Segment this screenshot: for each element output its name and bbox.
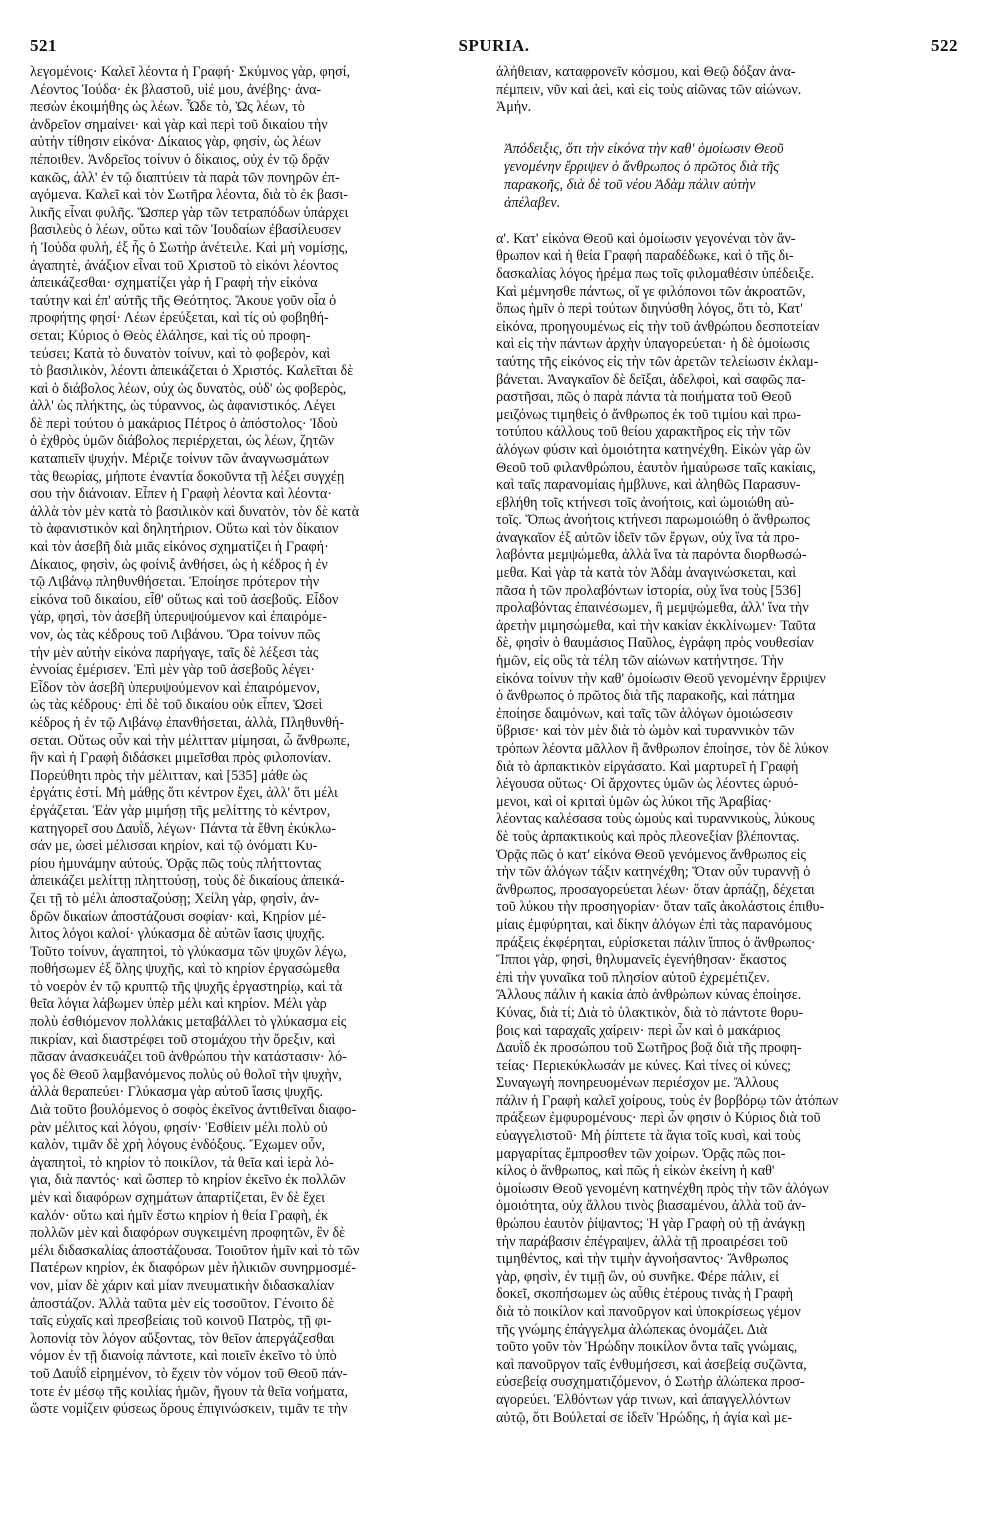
text-line: πικρίαν, καὶ διαστρέφει τοῦ στομάχου τὴν ὄρεξιν, καὶ bbox=[30, 1031, 336, 1048]
text-line: δὲ περὶ τούτου ὁ μακάριος Πέτρος ὁ ἀπόστολος· Ἰδοὺ bbox=[30, 415, 338, 432]
text-line: δὲ, φησὶν ὁ θαυμάσιος Παῦλος, ἐγράφη πρὸς νουθεσίαν bbox=[496, 635, 814, 652]
text-line: μὲν καὶ διαφόρων σχημάτων ἀπαρτίζεται, ἓν δὲ ἔχει bbox=[30, 1190, 325, 1206]
text-line: δοκεῖ, σκοπήσωμεν ὡς αὖθις ἑτέρους τινὰς ἡ Γραφὴ bbox=[496, 1286, 794, 1303]
text-line: αγορεύει. Ἐλθόντων γάρ τινων, καὶ ἀπαγγελλόντων bbox=[496, 1391, 791, 1408]
text-line: τοῦ Δαυῒδ εἰρημένον, τὸ ἔχειν τὸν νόμον τοῦ Θεοῦ πάν- bbox=[30, 1365, 348, 1382]
text-line: νον, μίαν δὲ χάριν καὶ μίαν πνευματικὴν διδασκαλίαν bbox=[30, 1277, 334, 1294]
text-line: εἰκόνα τοίνυν τὴν καθ' ὁμοίωσιν Θεοῦ γενομένην ἔρριψεν bbox=[496, 670, 826, 687]
text-line: Ἀμήν. bbox=[496, 99, 532, 116]
text-line: ἀλλ' ὡς πλήκτης, ὡς τύραννος, ὡς ἀφανιστικός. Λέγει bbox=[30, 398, 336, 415]
text-line: ἀναγκαῖον ἐξ αὐτῶν ἰδεῖν τῶν ἔργων, οὐχ ἵνα τὰ προ- bbox=[496, 529, 800, 546]
text-line: ὥστε νομίζειν φύσεως ὅρους ἐπιγινώσκειν, τιμᾶν τε τὴν bbox=[30, 1401, 348, 1418]
text-line: προλαβόντας ἐπαινέσωμεν, ἢ μεμψώμεθα, ἀλλ' ἵνα τὴν bbox=[496, 600, 809, 617]
text-line: κακῶς, ἀλλ' ἐν τῷ διαπτύειν τὰ παρὰ τῶν πονηρῶν ἐπ- bbox=[30, 169, 340, 186]
text-line: εἰκόνα, προηγουμένως εἰς τὴν τοῦ ἀνθρώπου δεσποτείαν bbox=[496, 318, 820, 335]
text-line: σάν με, ὡσεὶ μέλισσαι κηρίον, καὶ τῷ ὀνόματι Κυ- bbox=[30, 838, 318, 855]
text-line: μίαις ἐμφύρηται, καὶ δίκην ἀλόγων ἐπὶ τὰς παρανόμους bbox=[496, 916, 812, 933]
text-line: πάλιν ἡ Γραφὴ καλεῖ χοίρους, τοὺς ἐν βορβόρῳ τῶν ἀτόπων bbox=[496, 1092, 839, 1109]
text-line: τὸ νοερὸν ἐν τῷ κρυπτῷ τῆς ψυχῆς ἐργαστηρίῳ, καὶ τὰ bbox=[30, 978, 343, 995]
text-line: ἀγαπητοὶ, τὸ κηρίον τὸ ποικίλον, τὰ θεῖα καὶ ἱερὰ λό- bbox=[30, 1154, 334, 1171]
text-line: Διὰ τοῦτο βουλόμενος ὁ σοφὸς ἐκεῖνος ἀντιθεῖναι διαφο- bbox=[30, 1102, 357, 1119]
running-header bbox=[30, 30, 958, 62]
text-line: ἀλλὰ θεραπεύει· Γλύκασμα γὰρ αὐτοῦ ἴασις ψυχῆς. bbox=[30, 1084, 323, 1101]
text-line: εὐαγγελιστοῦ· Μὴ ῥίπτετε τὰ ἅγια τοῖς κυσὶ, καὶ τοὺς bbox=[496, 1128, 801, 1145]
text-line: τὸ βασιλικὸν, λέοντι ἀπεικάζεται ὁ Χριστός. Καλεῖται δὲ bbox=[30, 363, 354, 380]
text-line: ἐργάζεται. Ἐὰν γὰρ μιμήσῃ τῆς μελίττης τὸ κέντρον, bbox=[30, 802, 331, 819]
heading-line: γενομένην ἔρριψεν ὁ ἄνθρωπος ὁ πρῶτος διὰ τῆς bbox=[504, 158, 780, 175]
text-line: λιτος λόγοι καλοί· γλύκασμα δὲ αὐτῶν ἴασις ψυχῆς. bbox=[30, 926, 325, 943]
text-line: σεται. Οὕτως οὖν καὶ τὴν μέλιτταν μίμησαι, ὦ ἄνθρωπε, bbox=[30, 732, 351, 749]
text-line: τοτύπου κάλλους τοῦ θείου χαρακτῆρος εἰς τὴν τῶν bbox=[496, 424, 791, 441]
text-line: Ὁρᾷς πῶς ὁ κατ' εἰκόνα Θεοῦ γενόμενος ἄνθρωπος εἰς bbox=[496, 846, 807, 863]
text-line: ταῖς εὐχαῖς καὶ πρεσβείαις τοῦ κοινοῦ Πατρὸς, τῇ φι- bbox=[30, 1313, 332, 1330]
text-line: δασκαλίας λόγος ἠρέμα πως τοῖς φιλομαθέσιν ὑπέδειξε. bbox=[496, 265, 815, 282]
text-line: σεται; Κύριος ὁ Θεὸς ἐλάλησε, καὶ τίς οὐ προφη- bbox=[30, 327, 311, 344]
text-line: ὁ ἄνθρωπος ὁ πρῶτος διὰ τῆς παρακοῆς, καὶ πάτημα bbox=[496, 688, 795, 705]
text-line: τοῦτο γοῦν τὸν Ἡρώδην ποικίλον ὄντα ταῖς γνώμαις, bbox=[496, 1339, 798, 1356]
text-line: ἐποίησε δαιμόνων, καὶ ταῖς τῶν ἀλόγων ὁμοιώσεσιν bbox=[496, 705, 793, 722]
text-line: θεῖα λόγια λάβωμεν ὑπὲρ μέλι καὶ κηρίον. Μέλι γὰρ bbox=[30, 996, 327, 1013]
text-line: ταύτης τῆς εἰκόνος εἰς τὴν τῶν ἀρετῶν τελείωσιν ἐκλαμ- bbox=[496, 353, 819, 370]
text-line: Πατέρων κηρίον, ἐκ διαφόρων μὲν ἡλικιῶν συνηρμοσμέ- bbox=[30, 1260, 356, 1277]
text-line: αγόμενα. Καλεῖ καὶ τὸν Σωτῆρα λέοντα, διὰ τὸ ἐκ βασι- bbox=[30, 187, 348, 204]
text-line: ἐργάτις ἐστί. Μὴ μάθῃς ὅτι κέντρον ἔχει, ἀλλ' ὅτι μέλι bbox=[30, 785, 338, 802]
text-line: ποθήσωμεν ἐξ ὅλης ψυχῆς, καὶ τὸ κηρίον ἐργασώμεθα bbox=[30, 961, 340, 978]
right-column-top-text bbox=[496, 64, 958, 117]
text-line: πᾶσα ἡ τῶν προλαβόντων ἱστορία, οὐχ ἵνα τοὺς [536] bbox=[496, 582, 802, 599]
text-line: καλόν· οὕτω καὶ ἡμῖν ἔστω κηρίον ἡ θεία Γραφὴ, ἐκ bbox=[30, 1207, 329, 1224]
text-line: εὐσεβείᾳ συσχηματιζόμενον, ὁ Σωτὴρ ἀλώπεκα προσ- bbox=[496, 1374, 805, 1391]
text-line: γὰρ, φησὶν, ἐν τιμῇ ὢν, οὐ συνῆκε. Φέρε πάλιν, εἰ bbox=[496, 1268, 780, 1285]
text-line: Πορεύθητι πρὸς τὴν μέλιτταν, καὶ [535] μάθε ὡς bbox=[30, 767, 308, 784]
text-line: λεγομένοις· Καλεῖ λέοντα ἡ Γραφή· Σκύμνος γὰρ, φησί, bbox=[30, 64, 351, 80]
text-line: ὁμοίωσιν Θεοῦ γενομένη κατηνέχθη πρὸς τὴν τῶν ἀλόγων bbox=[496, 1180, 829, 1197]
text-line: Λέοντος Ἰούδα· ἐκ βλαστοῦ, υἱέ μου, ἀνέβης· ἀνα- bbox=[30, 81, 322, 98]
text-line: Τοῦτο τοίνυν, ἀγαπητοὶ, τὸ γλύκασμα τῶν ψυχῶν λέγω, bbox=[30, 943, 347, 960]
text-line: βοις καὶ ταραχαῖς χαίρειν· περὶ ὧν καὶ ὁ μακάριος bbox=[496, 1022, 781, 1039]
text-line: δρῶν δικαίων ἀποστάζουσι σοφίαν· καὶ, Κηρίον μέ- bbox=[30, 908, 327, 925]
right-column bbox=[496, 64, 958, 1427]
text-line: καταπιεῖν ψυχήν. Μέριζε τοίνυν τῶν ἀναγνωσμάτων bbox=[30, 451, 329, 468]
text-line: εἰκόνα τοῦ δικαίου, εἶθ' οὕτως καὶ τοῦ ἀσεβοῦς. Εἶδον bbox=[30, 591, 339, 608]
text-line: πᾶσαν ἀνασκευάζει τοῦ ἀνθρώπου τὴν κατάστασιν· λό- bbox=[30, 1049, 347, 1066]
text-line: κέδρος ἡ ἐν τῷ Λιβάνῳ ἐπανθήσεται, ἀλλὰ, Πληθυνθή- bbox=[30, 714, 345, 731]
text-line: ταύτην καὶ ἐπ' αὐτῆς τῆς Θεότητος. Ἄκουε γοῦν οἷα ὁ bbox=[30, 292, 337, 309]
text-line: μαργαρίτας ἔμπροσθεν τῶν χοίρων. Ὁρᾷς πῶς ποι- bbox=[496, 1145, 786, 1162]
text-line: τὴν τῶν ἀλόγων τάξιν κατηνέχθη; Ὅταν οὖν τυραννῇ ὁ bbox=[496, 864, 811, 881]
text-line: τιμηθέντος, καὶ τὴν τιμὴν ἀγνοήσαντος· Ἄνθρωπος bbox=[496, 1251, 789, 1268]
text-line: ρίου ἠμυνάμην αὐτούς. Ὁρᾷς πῶς τοὺς πλήττοντας bbox=[30, 855, 321, 872]
text-line: μενοι, καὶ οἱ κριταὶ ὑμῶν ὡς λύκοι τῆς Ἀραβίας· bbox=[496, 793, 773, 810]
text-line: ἐννοίας ἐμέρισεν. Ἐπὶ μὲν γὰρ τοῦ ἀσεβοῦς λέγει· bbox=[30, 662, 316, 679]
text-line: κίλος ὁ ἄνθρωπος, καὶ πῶς ἡ εἰκὼν ἐκείνη ἡ καθ' bbox=[496, 1163, 775, 1180]
text-line: ζει τῇ τὸ μέλι ἀποσταζούσῃ; Χείλη γὰρ, φησὶν, ἀν- bbox=[30, 890, 320, 907]
section-heading bbox=[496, 141, 958, 213]
text-line: ἡμῶν, εἰς οὓς τὰ τέλη τῶν αἰώνων κατήντησε. Τὴν bbox=[496, 653, 784, 670]
text-line: ρὰν μέλιτος καὶ λόγου, φησίν· Ἐσθίειν μέλι πολὺ οὐ bbox=[30, 1119, 328, 1136]
text-line: ἀποστάζον. Ἀλλὰ ταῦτα μὲν εἰς τοσοῦτον. Γένοιτο δὲ bbox=[30, 1295, 335, 1312]
text-line: ὁμοιότητα, οὐχ ἄλλου τινὸς βιασαμένου, ἀλλὰ τοῦ ἀν- bbox=[496, 1198, 806, 1215]
text-line: μειζόνως τιμηθεὶς ὁ ἄνθρωπος ἐκ τοῦ τιμίου καὶ πρω- bbox=[496, 406, 801, 423]
text-line: τὸ ἀφανιστικὸν καὶ δηλητήριον. Οὕτω καὶ τὸν δίκαιον bbox=[30, 521, 339, 538]
text-line: ἀλλὰ τὸν μὲν κατὰ τὸ βασιλικὸν καὶ δυνατὸν, τὸν δὲ κατὰ bbox=[30, 503, 359, 520]
text-line: αὐτὴν τίθησιν εἰκόνα· Δίκαιος γὰρ, φησίν, ὡς λέων bbox=[30, 134, 321, 151]
text-line: μέλι διδασκαλίας ἀποστάζουσα. Τοιοῦτον ἡμῖν καὶ τὸ τῶν bbox=[30, 1242, 360, 1259]
text-line: καὶ ταῖς παρανομίαις ἠμβλυνε, καὶ ἀληθῶς Παρασυν- bbox=[496, 477, 801, 494]
text-line: λικῆς εἶναι φυλῆς. Ὥσπερ γὰρ τῶν τετραπόδων ὑπάρχει bbox=[30, 204, 349, 221]
text-line: θρωπον καὶ ἡ θεία Γραφὴ παραδέδωκε, καὶ ὁ τῆς δι- bbox=[496, 248, 794, 265]
text-line: Καὶ μέμνησθε πάντως, οἵ γε φιλόπονοι τῶν ἀκροατῶν, bbox=[496, 283, 806, 300]
text-line: κατηγορεῖ σου Δαυῒδ, λέγων· Πάντα τὰ ἔθνη ἐκύκλω- bbox=[30, 820, 336, 837]
text-line: τὴν μὲν αὐτὴν εἰκόνα παρήγαγε, ταῖς δὲ λέξεσι τὰς bbox=[30, 644, 319, 661]
text-line: Δαυῒδ ἐκ προσώπου τοῦ Σωτῆρος βοᾷ διὰ τῆς προφη- bbox=[496, 1040, 802, 1057]
text-line: ἀλήθειαν, καταφρονεῖν κόσμου, καὶ Θεῷ δόξαν ἀνα- bbox=[496, 64, 796, 80]
heading-line: παρακοῆς, διὰ δὲ τοῦ νέου Ἀδὰμ πάλιν αὐτὴν bbox=[504, 176, 756, 193]
text-line: Ἵπποι γὰρ, φησὶ, θηλυμανεῖς ἐγενήθησαν· ἕκαστος bbox=[496, 952, 787, 969]
text-line: βάνεται. Ἀναγκαῖον δὲ δεῖξαι, ἀδελφοὶ, καὶ σαφῶς πα- bbox=[496, 371, 806, 388]
text-line: πράξεις ἐκφέρηται, εὑρίσκεται πάλιν ἵππος ὁ ἄνθρωπος· bbox=[496, 934, 816, 951]
text-line: πεσὼν ἐκοιμήθης ὡς λέων. Ὧδε τὸ, Ὡς λέων, τὸ bbox=[30, 99, 305, 116]
text-line: Συναγωγὴ πονηρευομένων περιέσχον με. Ἄλλους bbox=[496, 1075, 779, 1092]
text-line: θρώπου ἑαυτὸν ῥίψαντος; Ἡ γὰρ Γραφὴ οὐ τῇ ἀνάγκῃ bbox=[496, 1216, 806, 1233]
text-line: πέμπειν, νῦν καὶ ἀεὶ, καὶ εἰς τοὺς αἰῶνας τῶν αἰώνων. bbox=[496, 81, 802, 98]
text-line: ὅπως ἡμῖν ὁ περὶ τούτων διηνύσθη λόγος, ὅτι τὸ, Κατ' bbox=[496, 301, 803, 318]
text-line: εβλήθη τοῖς κτήνεσι τοῖς ἀνοήτοις, καὶ ὡμοιώθη αὐ- bbox=[496, 494, 794, 511]
text-line: τοῖς. Ὅπως ἀνοήτοις κτήνεσι παρωμοιώθη ὁ ἄνθρωπος bbox=[496, 512, 810, 529]
text-line: τοτε ἐν μέσῳ τῆς κοιλίας ἡμῶν, ἤγουν τὰ θεῖα νοήματα, bbox=[30, 1383, 348, 1400]
text-line: λαβόντα μεμψώμεθα, ἀλλὰ ἵνα τὰ παρόντα διορθωσώ- bbox=[496, 547, 807, 564]
text-line: λέοντας καλέσασα τοὺς ὠμοὺς καὶ τυραννικοὺς, λύκους bbox=[496, 811, 815, 828]
text-line: ὡς τὰς κέδρους· ἐπὶ δὲ τοῦ δικαίου οὐκ εἶπεν, Ὡσεὶ bbox=[30, 697, 323, 714]
text-line: γὰρ, φησὶ, τὸν ἀσεβῆ ὑπερυψούμενον καὶ ἐπαιρόμε- bbox=[30, 609, 327, 626]
text-line: λοπονίᾳ τὸν λόγον αὔξοντας, τὸν θεῖον ἀπεργάζεσθαι bbox=[30, 1330, 335, 1347]
right-page-number: 522 bbox=[931, 36, 958, 55]
text-line: δὲ τοὺς ἁρπακτικοὺς καὶ πρὸς πλεονεξίαν βλέποντας. bbox=[496, 828, 800, 845]
text-line: καὶ πανοῦργον ταῖς ἐνθυμήσεσι, καὶ ἀσεβείᾳ συζῶντα, bbox=[496, 1356, 807, 1373]
text-line: καὶ τὸν ἀσεβῆ διὰ μιᾶς εἰκόνος σχηματίζει ἡ Γραφή· bbox=[30, 539, 329, 556]
heading-line: Ἀπόδειξις, ὅτι τὴν εἰκόνα τὴν καθ' ὁμοίωσιν Θεοῦ bbox=[504, 140, 784, 157]
right-column-body bbox=[496, 231, 958, 1427]
text-line: ἀπεικάζεσθαι· σχηματίζει γὰρ ἡ Γραφὴ τὴν εἰκόνα bbox=[30, 275, 318, 292]
text-line: α'. Κατ' εἰκόνα Θεοῦ καὶ ὁμοίωσιν γεγονέναι τὸν ἄν- bbox=[496, 230, 796, 247]
text-line: Δίκαιος, φησὶν, ὡς φοίνιξ ἀνθήσει, ὡς ἡ κέδρος ἡ ἐν bbox=[30, 556, 328, 573]
text-line: για, διὰ παντός· καὶ ὥσπερ τὸ κηρίον ἐκεῖνο ἐκ πολλῶν bbox=[30, 1172, 346, 1189]
text-line: νόμον ἐν τῇ διανοίᾳ πάντοτε, καὶ ποιεῖν ἐκεῖνο τὸ ὑπὸ bbox=[30, 1348, 337, 1365]
text-line: καλὸν, τιμᾶν δὲ χρὴ λόγους ἐνδόξους. Ἔχωμεν οὖν, bbox=[30, 1137, 326, 1154]
text-line: ἀνδρεῖον σημαίνει· καὶ γὰρ καὶ περὶ τοῦ δικαίου τὴν bbox=[30, 116, 328, 133]
text-line: ἀρετὴν μιμησώμεθα, καὶ τὴν κακίαν ἐκκλίνωμεν· Ταῦτα bbox=[496, 617, 816, 634]
text-line: καὶ ὁ διάβολος λέων, οὐχ ὡς δυνατὸς, οὐδ' ὡς φοβερὸς, bbox=[30, 380, 347, 397]
text-line: τὴν παράβασιν ἐπέγραψεν, ἀλλὰ τῇ προαιρέσει τοῦ bbox=[496, 1233, 788, 1250]
text-line: σου τὴν διάνοιαν. Εἶπεν ἡ Γραφὴ λέοντα καὶ λέοντα· bbox=[30, 486, 333, 503]
text-line: ἀγαπητὲ, ἀνάξιον εἶναι τοῦ Χριστοῦ τὸ εἰκόνι λέοντος bbox=[30, 257, 339, 274]
text-line: βασιλεὺς ὁ λέων, οὕτω καὶ τῶν Ἰουδαίων ἐβασίλευσεν bbox=[30, 222, 341, 239]
text-line: Κύνας, διὰ τί; Διὰ τὸ ὑλακτικὸν, διὰ τὸ πάντοτε θορυ- bbox=[496, 1004, 804, 1021]
left-page-number: 521 bbox=[30, 36, 57, 55]
text-line: Εἶδον τὸν ἀσεβῆ ὑπερυψούμενον καὶ ἐπαιρόμενον, bbox=[30, 679, 320, 696]
text-line: λέγουσα οὕτως· Οἱ ἄρχοντες ὑμῶν ὡς λέοντες ὠρυό- bbox=[496, 776, 799, 793]
text-line: ὕβρισε· καὶ τὸν μὲν διὰ τὸ ὠμὸν καὶ τυραννικὸν τῶν bbox=[496, 723, 795, 740]
text-line: τρόπων λέοντα μᾶλλον ἢ ἄνθρωπον ἐποίησε, τὸν δὲ λύκον bbox=[496, 741, 829, 757]
text-line: πέποιθεν. Ἀνδρεῖος τοίνυν ὁ δίκαιος, οὐχ ἐν τῷ δρᾷν bbox=[30, 151, 330, 168]
text-line: ἐπὶ τὴν γυναῖκα τοῦ πλησίον αὐτοῦ ἐχρεμέτιζεν. bbox=[496, 969, 770, 986]
text-line: μεθα. Καὶ γὰρ τὰ κατὰ τὸν Ἀδὰμ ἀναγινώσκεται, καὶ bbox=[496, 565, 797, 582]
text-line: γος δὲ Θεοῦ λαμβανόμενος πολὺς οὐ θολοῖ τὴν ψυχὴν, bbox=[30, 1066, 342, 1083]
text-line: τὰς θεωρίας, μήποτε ἐναντία δοκοῦντα τῇ λέξει συγχέῃ bbox=[30, 468, 345, 485]
text-line: καὶ εἰς τὴν πάντων ἀρχὴν ὑπαγορεύεται· ἡ δὲ ὁμοίωσις bbox=[496, 336, 810, 353]
text-line: τεύσει; Κατὰ τὸ δυνατὸν τοίνυν, καὶ τὸ φοβερὸν, καὶ bbox=[30, 345, 331, 362]
text-line: ἀλόγων φύσιν καὶ ὁμοιότητα κατηνέχθη. Εἰκὼν γὰρ ὢν bbox=[496, 441, 811, 458]
text-line: τῆς γνώμης ἐπάγγελμα ἀλώπεκας ὀνομάζει. Διὰ bbox=[496, 1321, 768, 1338]
running-title: SPURIA. bbox=[458, 36, 530, 55]
text-line: τῷ Λιβάνῳ πληθυνθήσεται. Ἐποίησε πρότερον τὴν bbox=[30, 574, 320, 591]
text-line: νον, ὡς τὰς κέδρους τοῦ Λιβάνου. Ὅρα τοίνυν πῶς bbox=[30, 627, 320, 643]
text-line: πράξεων ἐμφυρομένους· περὶ ὧν φησιν ὁ Κύριος διὰ τοῦ bbox=[496, 1110, 821, 1127]
text-line: ἄνθρωπος, προσαγορεύεται λέων· ὅταν ἁρπάζῃ, δέχεται bbox=[496, 881, 815, 898]
text-line: πολλῶν μὲν καὶ διαφόρων συγκειμένη προφητῶν, ἓν δὲ bbox=[30, 1225, 346, 1242]
text-line: τείας· Περιεκύκλωσάν με κύνες. Καὶ τίνες οἱ κύνες; bbox=[496, 1057, 791, 1074]
left-column bbox=[30, 64, 496, 1419]
text-line: αὐτῷ, ὅτι Βούλεταί σε ἰδεῖν Ἡρώδης, ἡ ἁγία καὶ με- bbox=[496, 1409, 793, 1426]
text-line: διὰ τὸ ἁρπακτικὸν εἰργάσατο. Καὶ μαρτυρεῖ ἡ Γραφὴ bbox=[496, 758, 799, 775]
text-line: ἣν καὶ ἡ Γραφὴ διδάσκει μιμεῖσθαι πρὸς φιλοπονίαν. bbox=[30, 750, 332, 767]
text-line: ραστῆσαι, πῶς ὁ παρὰ πάντα τὰ ποιήματα τοῦ Θεοῦ bbox=[496, 389, 792, 406]
text-line: ἀπεικάζει μελίττῃ πληττούσῃ, τοὺς δὲ δικαίους ἀπεικά- bbox=[30, 873, 345, 890]
text-line: πολὺ ἐσθιόμενον πολλάκις μεταβάλλει τὸ γλύκασμα εἰς bbox=[30, 1014, 347, 1031]
text-line: ἡ Ἰούδα φυλὴ, ἐξ ἧς ὁ Σωτὴρ ἀνέτειλε. Καὶ μὴ νομίσῃς, bbox=[30, 239, 348, 256]
text-line: ὁ ἐχθρὸς ὑμῶν διάβολος περιέρχεται, ὡς λέων, ζητῶν bbox=[30, 433, 335, 450]
text-line: Θεοῦ τοῦ φιλανθρώπου, ἑαυτὸν ἠμαύρωσε ταῖς κακίαις, bbox=[496, 459, 816, 476]
text-line: Ἄλλους πάλιν ἡ κακία ἀπὸ ἀνθρώπων κύνας ἐποίησε. bbox=[496, 987, 802, 1004]
text-line: τοῦ λύκου τὴν προσηγορίαν· ὅταν ταῖς ἀκολάστοις ἐπιθυ- bbox=[496, 899, 825, 916]
text-line: προφήτης φησί· Λέων ἐρεύξεται, καὶ τίς οὐ φοβηθή- bbox=[30, 310, 329, 327]
heading-line: ἀπέλαβεν. bbox=[504, 194, 561, 211]
text-line: διὰ τὸ ποικίλον καὶ πανοῦργον καὶ ὑποκρίσεως γέμον bbox=[496, 1304, 801, 1320]
